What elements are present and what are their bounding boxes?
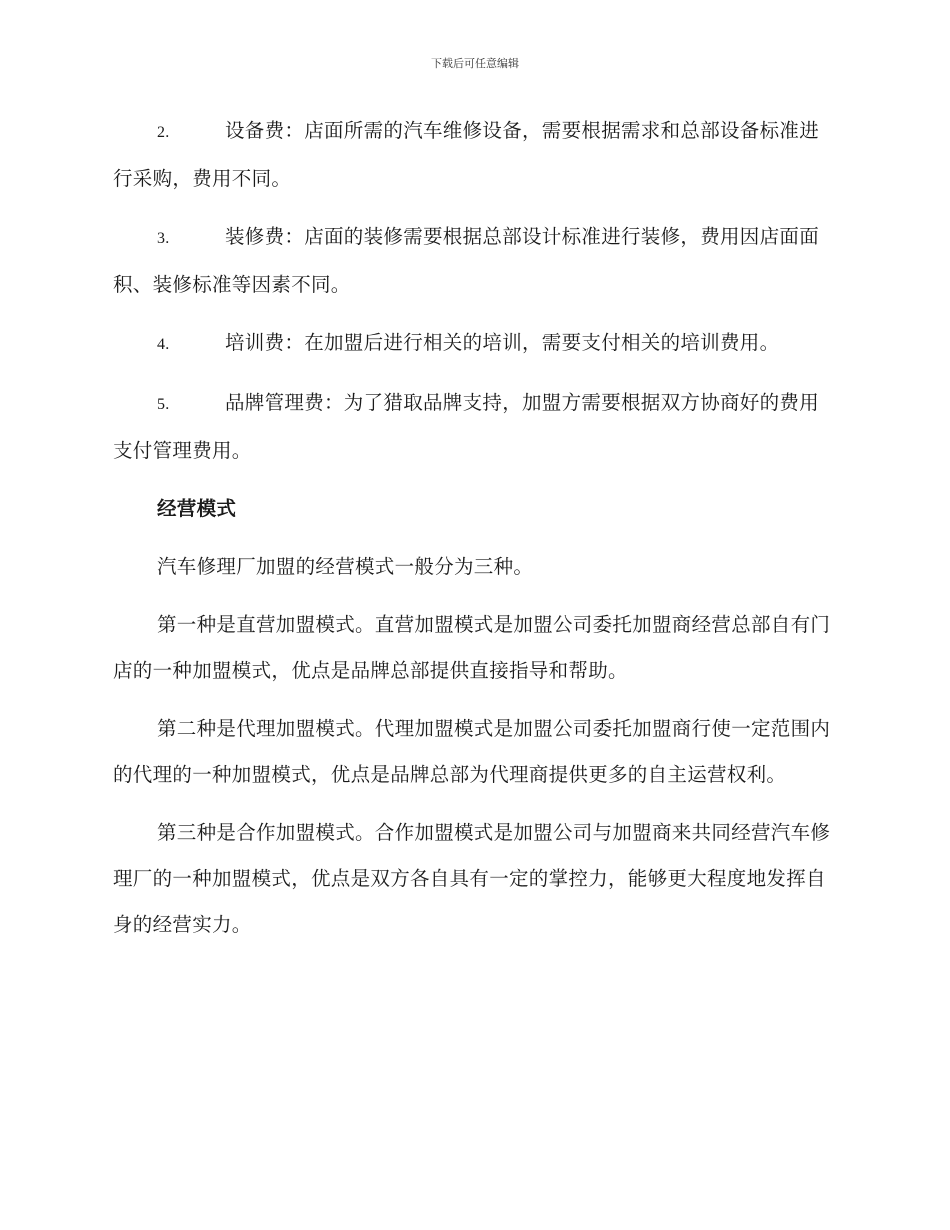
- list-text: 设备费：店面所需的汽车维修设备，需要根据需求和总部设备标准进行采购，费用不同。: [113, 119, 820, 190]
- list-item: [113, 380, 833, 474]
- list-number: 3.: [157, 230, 170, 247]
- paragraph: 汽车修理厂加盟的经营模式一般分为三种。: [157, 555, 534, 578]
- list-item: [113, 108, 833, 202]
- paragraph: 第一种是直营加盟模式。直营加盟模式是加盟公司委托加盟商经营总部自有门店的一种加盟模式，优点是品牌总部提供直接指导和帮助。: [113, 613, 831, 682]
- paragraph: 第二种是代理加盟模式。代理加盟模式是加盟公司委托加盟商行使一定范围内的代理的一种加盟模式，优点是品牌总部为代理商提供更多的自主运营权利。: [113, 717, 831, 786]
- document-body: [113, 108, 833, 960]
- list-text: 品牌管理费：为了猎取品牌支持，加盟方需要根据双方协商好的费用支付管理费用。: [113, 391, 820, 462]
- paragraph: 第三种是合作加盟模式。合作加盟模式是加盟公司与加盟商来共同经营汽车修理厂的一种加盟模式，优点是双方各自具有一定的掌控力，能够更大程度地发挥自身的经营实力。: [113, 821, 831, 936]
- list-number: 4.: [157, 336, 170, 353]
- list-item: [113, 320, 833, 368]
- list-text: 培训费：在加盟后进行相关的培训，需要支付相关的培训费用。: [225, 331, 780, 354]
- list-item: [113, 214, 833, 308]
- list-number: 2.: [157, 124, 170, 141]
- section-heading: 经营模式: [157, 497, 237, 520]
- page-header: 下载后可任意编辑: [431, 57, 519, 70]
- list-text: 装修费：店面的装修需要根据总部设计标准进行装修，费用因店面面积、装修标准等因素不同。: [113, 225, 820, 296]
- list-number: 5.: [157, 396, 170, 413]
